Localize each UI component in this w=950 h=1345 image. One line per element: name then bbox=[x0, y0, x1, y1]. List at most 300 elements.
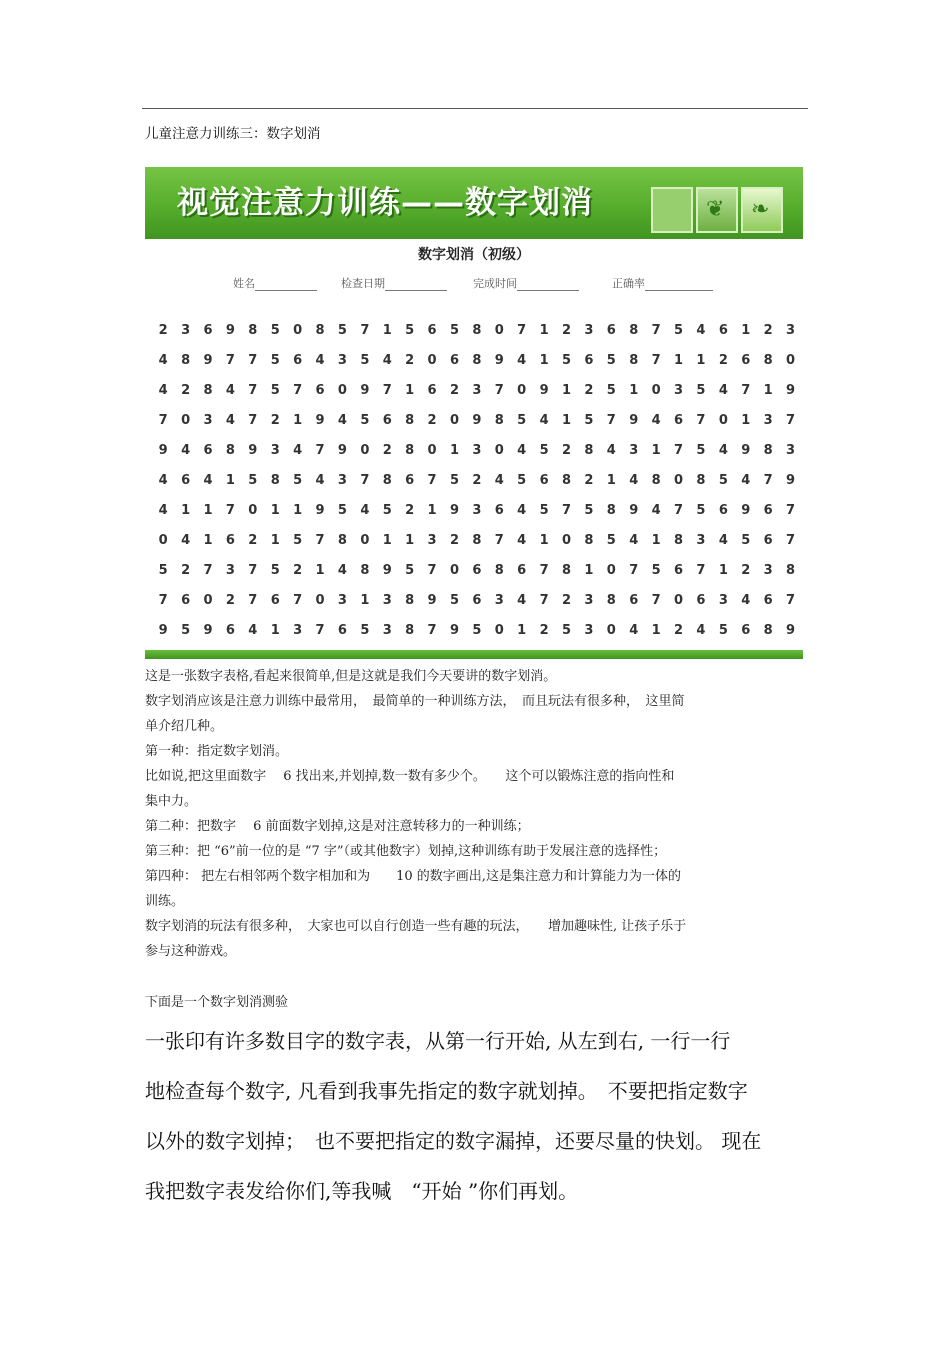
digit-cell: 6 bbox=[472, 562, 482, 578]
digit-cell: 7 bbox=[248, 412, 258, 428]
digit-cell: 8 bbox=[203, 382, 213, 398]
digit-cell: 4 bbox=[718, 382, 728, 398]
digit-cell: 9 bbox=[427, 592, 437, 608]
paragraph-line: 第三种：把 “6”前一位的是 “7 字”（或其他数字）划掉,这种训练有助于发展注意的选择性； bbox=[145, 844, 667, 859]
test-heading-text: 下面是一个数字划消测验 bbox=[145, 995, 289, 1010]
digit-cell: 7 bbox=[561, 502, 572, 518]
digit-cell: 6 bbox=[382, 412, 392, 428]
digit-cell: 1 bbox=[741, 322, 751, 338]
digit-cell: 8 bbox=[315, 322, 325, 338]
digit-cell: 8 bbox=[360, 562, 370, 578]
digit-cell: 3 bbox=[674, 382, 684, 398]
digit-cell: 1 bbox=[674, 352, 684, 368]
digit-cell: 2 bbox=[248, 532, 258, 548]
digit-cell: 7 bbox=[158, 412, 168, 428]
instruction-line: 我把数字表发给你们,等我喊 “开始 ”你们再划。 bbox=[145, 1179, 579, 1203]
digit-cell: 0 bbox=[718, 412, 728, 428]
digit-cell: 7 bbox=[674, 502, 684, 518]
digit-cell: 6 bbox=[181, 472, 191, 488]
digit-cell: 6 bbox=[203, 322, 213, 338]
instruction-line: 一张印有许多数目字的数字表，从第一行开始, 从左到右, 一行一行 bbox=[145, 1029, 731, 1053]
digit-cell: 7 bbox=[786, 532, 796, 548]
digit-cell: 3 bbox=[382, 592, 392, 608]
digit-cell: 0 bbox=[158, 532, 168, 548]
digit-cell: 2 bbox=[405, 352, 415, 368]
digit-cell: 9 bbox=[248, 442, 258, 458]
digit-cell: 4 bbox=[158, 382, 168, 398]
digit-cell: 4 bbox=[181, 442, 191, 458]
worksheet-bottom-bar bbox=[145, 650, 803, 659]
digit-cell: 5 bbox=[696, 382, 706, 398]
digit-cell: 1 bbox=[539, 352, 549, 368]
digit-cell: 5 bbox=[270, 322, 280, 338]
digit-cell: 5 bbox=[181, 622, 191, 638]
paragraph-line: 数字划消的玩法有很多种， 大家也可以自行创造一些有趣的玩法， 增加趣味性, 让孩子乐于 bbox=[145, 919, 687, 934]
digit-cell: 6 bbox=[539, 472, 549, 488]
digit-cell: 2 bbox=[539, 622, 549, 638]
digit-cell: 0 bbox=[494, 442, 504, 458]
name-field bbox=[233, 275, 317, 291]
digit-cell: 1 bbox=[405, 382, 415, 398]
digit-cell: 3 bbox=[472, 502, 482, 518]
digit-cell: 2 bbox=[427, 412, 437, 428]
digit-cell: 5 bbox=[561, 622, 572, 638]
digit-cell: 7 bbox=[629, 562, 639, 578]
digit-cell: 7 bbox=[427, 562, 437, 578]
digit-cell: 3 bbox=[494, 592, 504, 608]
digit-cell: 0 bbox=[203, 592, 213, 608]
paragraph-line: 单介绍几种。 bbox=[145, 719, 224, 734]
digit-cell: 1 bbox=[293, 412, 303, 428]
digit-cell: 9 bbox=[629, 412, 639, 428]
digit-cell: 2 bbox=[584, 472, 594, 488]
digit-cell: 3 bbox=[337, 472, 347, 488]
digit-cell: 9 bbox=[741, 502, 751, 518]
digit-cell: 1 bbox=[629, 382, 639, 398]
digit-cell: 5 bbox=[382, 502, 392, 518]
digit-cell: 8 bbox=[472, 532, 482, 548]
digit-cell: 0 bbox=[315, 592, 325, 608]
digit-cell: 9 bbox=[337, 442, 347, 458]
digit-cell: 6 bbox=[427, 382, 437, 398]
digit-cell: 6 bbox=[718, 502, 728, 518]
digit-cell: 3 bbox=[382, 622, 392, 638]
digit-cell: 1 bbox=[270, 502, 280, 518]
digit-cell: 9 bbox=[315, 502, 325, 518]
digit-cell: 4 bbox=[629, 622, 639, 638]
digit-cell: 1 bbox=[293, 502, 303, 518]
digit-cell: 8 bbox=[405, 592, 415, 608]
digit-cell: 0 bbox=[606, 562, 616, 578]
digit-cell: 2 bbox=[158, 322, 168, 338]
digit-cell: 8 bbox=[606, 592, 616, 608]
digit-cell: 5 bbox=[718, 622, 728, 638]
digit-cell: 3 bbox=[225, 562, 235, 578]
digit-cell: 7 bbox=[225, 502, 235, 518]
digit-cell: 6 bbox=[203, 442, 213, 458]
digit-cell: 2 bbox=[674, 622, 684, 638]
paragraph-line: 第二种：把数字 6 前面数字划掉,这是对注意转移力的一种训练； bbox=[145, 819, 530, 834]
digit-cell: 4 bbox=[315, 352, 325, 368]
digit-cell: 8 bbox=[674, 532, 684, 548]
digit-cell: 1 bbox=[539, 322, 549, 338]
digit-cell: 7 bbox=[427, 472, 437, 488]
digit-cell: 7 bbox=[203, 562, 213, 578]
digit-cell: 8 bbox=[763, 622, 773, 638]
digit-cell: 4 bbox=[517, 352, 527, 368]
digit-cell: 5 bbox=[674, 322, 684, 338]
digit-cell: 0 bbox=[427, 442, 437, 458]
digit-cell: 3 bbox=[337, 352, 347, 368]
digit-cell: 4 bbox=[337, 412, 347, 428]
digit-cell: 4 bbox=[315, 472, 325, 488]
digit-cell: 0 bbox=[449, 562, 459, 578]
digit-cell: 4 bbox=[517, 502, 527, 518]
digit-cell: 8 bbox=[225, 442, 235, 458]
digit-cell: 8 bbox=[472, 352, 482, 368]
digit-cell: 7 bbox=[741, 382, 751, 398]
digit-cell: 7 bbox=[225, 352, 235, 368]
digit-row bbox=[152, 585, 802, 615]
paragraph-line: 这是一张数字表格,看起来很简单,但是这就是我们今天要讲的数字划消。 bbox=[145, 669, 557, 684]
digit-cell: 1 bbox=[315, 562, 325, 578]
digit-cell: 2 bbox=[405, 502, 415, 518]
digit-cell: 5 bbox=[561, 352, 572, 368]
digit-cell: 8 bbox=[584, 532, 594, 548]
digit-cell: 9 bbox=[741, 442, 751, 458]
digit-cell: 7 bbox=[248, 352, 258, 368]
digit-cell: 4 bbox=[494, 472, 504, 488]
digit-cell: 5 bbox=[360, 622, 370, 638]
digit-cell: 6 bbox=[584, 352, 594, 368]
digit-cell: 1 bbox=[382, 532, 392, 548]
digit-cell: 5 bbox=[449, 322, 459, 338]
leaf-thumbnail bbox=[741, 187, 783, 233]
digit-row bbox=[152, 435, 802, 465]
digit-cell: 8 bbox=[651, 472, 661, 488]
digit-cell: 0 bbox=[494, 322, 504, 338]
digit-row bbox=[152, 375, 802, 405]
digit-cell: 4 bbox=[606, 442, 616, 458]
digit-cell: 9 bbox=[158, 622, 168, 638]
digit-cell: 4 bbox=[225, 382, 235, 398]
digit-cell: 2 bbox=[741, 562, 751, 578]
digit-cell: 4 bbox=[651, 502, 661, 518]
digit-cell: 2 bbox=[584, 382, 594, 398]
digit-cell: 4 bbox=[539, 412, 549, 428]
digit-cell: 6 bbox=[741, 622, 751, 638]
field-label: 完成时间 bbox=[473, 277, 517, 290]
digit-cell: 8 bbox=[606, 502, 616, 518]
digit-cell: 9 bbox=[382, 562, 392, 578]
digit-cell: 3 bbox=[293, 622, 303, 638]
digit-cell: 5 bbox=[337, 322, 347, 338]
digit-cell: 9 bbox=[786, 382, 796, 398]
digit-grid bbox=[152, 315, 802, 645]
digit-cell: 4 bbox=[337, 562, 347, 578]
doc-title: 儿童注意力训练三：数字划消 bbox=[145, 126, 321, 142]
sprout-icon: ❦ bbox=[706, 197, 725, 222]
digit-cell: 5 bbox=[158, 562, 168, 578]
digit-cell: 7 bbox=[248, 562, 258, 578]
digit-cell: 9 bbox=[786, 622, 796, 638]
digit-cell: 1 bbox=[651, 622, 661, 638]
digit-row bbox=[152, 495, 802, 525]
digit-cell: 4 bbox=[517, 442, 527, 458]
digit-cell: 2 bbox=[293, 562, 303, 578]
digit-cell: 2 bbox=[181, 562, 191, 578]
digit-cell: 7 bbox=[786, 502, 796, 518]
digit-cell: 6 bbox=[606, 322, 616, 338]
digit-cell: 0 bbox=[360, 442, 370, 458]
digit-cell: 8 bbox=[494, 412, 504, 428]
digit-cell: 8 bbox=[405, 622, 415, 638]
digit-cell: 1 bbox=[382, 322, 392, 338]
digit-cell: 6 bbox=[181, 592, 191, 608]
digit-cell: 1 bbox=[360, 592, 370, 608]
digit-cell: 8 bbox=[629, 352, 639, 368]
digit-cell: 8 bbox=[561, 562, 572, 578]
digit-cell: 7 bbox=[315, 442, 325, 458]
instruction-line: 以外的数字划掉； 也不要把指定的数字漏掉，还要尽量的快划。 现在 bbox=[145, 1129, 762, 1153]
digit-cell: 6 bbox=[763, 532, 773, 548]
digit-cell: 8 bbox=[584, 442, 594, 458]
digit-cell: 5 bbox=[337, 502, 347, 518]
digit-cell: 6 bbox=[337, 622, 347, 638]
test-instructions bbox=[145, 1016, 805, 1216]
digit-cell: 4 bbox=[181, 532, 191, 548]
digit-cell: 0 bbox=[427, 352, 437, 368]
digit-cell: 9 bbox=[225, 322, 235, 338]
digit-cell: 0 bbox=[360, 532, 370, 548]
digit-cell: 5 bbox=[270, 352, 280, 368]
date-field bbox=[341, 275, 447, 291]
digit-cell: 9 bbox=[786, 472, 796, 488]
digit-cell: 7 bbox=[674, 442, 684, 458]
digit-cell: 2 bbox=[561, 442, 572, 458]
digit-cell: 8 bbox=[494, 562, 504, 578]
digit-cell: 5 bbox=[517, 472, 527, 488]
digit-cell: 5 bbox=[248, 472, 258, 488]
digit-cell: 7 bbox=[651, 322, 661, 338]
digit-cell: 9 bbox=[629, 502, 639, 518]
digit-cell: 1 bbox=[763, 382, 773, 398]
digit-cell: 5 bbox=[449, 592, 459, 608]
digit-cell: 6 bbox=[674, 412, 684, 428]
digit-cell: 6 bbox=[763, 502, 773, 518]
digit-cell: 6 bbox=[763, 592, 773, 608]
digit-cell: 8 bbox=[763, 442, 773, 458]
digit-cell: 7 bbox=[293, 592, 303, 608]
digit-cell: 4 bbox=[651, 412, 661, 428]
digit-cell: 9 bbox=[315, 412, 325, 428]
digit-cell: 0 bbox=[786, 352, 796, 368]
digit-cell: 0 bbox=[494, 622, 504, 638]
digit-cell: 7 bbox=[248, 382, 258, 398]
digit-cell: 6 bbox=[472, 592, 482, 608]
digit-cell: 2 bbox=[270, 412, 280, 428]
digit-cell: 7 bbox=[606, 412, 616, 428]
digit-cell: 2 bbox=[561, 592, 572, 608]
digit-cell: 9 bbox=[158, 442, 168, 458]
field-label: 姓名 bbox=[233, 277, 255, 290]
digit-cell: 4 bbox=[225, 412, 235, 428]
digit-cell: 6 bbox=[315, 382, 325, 398]
digit-cell: 4 bbox=[158, 502, 168, 518]
top-rule bbox=[142, 108, 808, 109]
digit-cell: 5 bbox=[606, 382, 616, 398]
digit-cell: 5 bbox=[472, 622, 482, 638]
paragraph-line: 数字划消应该是注意力训练中最常用， 最简单的一种训练方法， 而且玩法有很多种， 这里简 bbox=[145, 694, 685, 709]
digit-cell: 8 bbox=[696, 472, 706, 488]
digit-cell: 1 bbox=[561, 412, 572, 428]
digit-cell: 9 bbox=[203, 622, 213, 638]
digit-cell: 5 bbox=[606, 532, 616, 548]
digit-cell: 2 bbox=[181, 382, 191, 398]
digit-cell: 3 bbox=[763, 562, 773, 578]
digit-cell: 8 bbox=[561, 472, 572, 488]
digit-cell: 8 bbox=[382, 472, 392, 488]
digit-cell: 1 bbox=[203, 532, 213, 548]
digit-cell: 5 bbox=[360, 412, 370, 428]
accuracy-field bbox=[612, 275, 713, 291]
digit-cell: 4 bbox=[696, 622, 706, 638]
digit-cell: 9 bbox=[539, 382, 549, 398]
digit-cell: 8 bbox=[786, 562, 796, 578]
digit-cell: 3 bbox=[584, 592, 594, 608]
digit-cell: 0 bbox=[449, 412, 459, 428]
digit-cell: 4 bbox=[517, 592, 527, 608]
digit-cell: 5 bbox=[539, 442, 549, 458]
digit-cell: 1 bbox=[584, 562, 594, 578]
leaf-thumbnail bbox=[651, 187, 693, 233]
digit-cell: 0 bbox=[337, 382, 347, 398]
digit-cell: 8 bbox=[472, 322, 482, 338]
digit-cell: 9 bbox=[360, 382, 370, 398]
digit-cell: 6 bbox=[629, 592, 639, 608]
digit-cell: 1 bbox=[270, 532, 280, 548]
digit-cell: 3 bbox=[472, 382, 482, 398]
digit-cell: 0 bbox=[674, 472, 684, 488]
paragraph-line: 集中力。 bbox=[145, 794, 198, 809]
digit-cell: 1 bbox=[696, 352, 706, 368]
digit-cell: 4 bbox=[203, 472, 213, 488]
digit-cell: 1 bbox=[181, 502, 191, 518]
digit-cell: 4 bbox=[293, 442, 303, 458]
digit-cell: 4 bbox=[629, 472, 639, 488]
test-heading bbox=[145, 990, 785, 1015]
digit-cell: 7 bbox=[427, 622, 437, 638]
digit-cell: 4 bbox=[696, 322, 706, 338]
instruction-line: 地检查每个数字, 凡看到我事先指定的数字就划掉。 不要把指定数字 bbox=[145, 1079, 748, 1103]
digit-cell: 3 bbox=[181, 322, 191, 338]
digit-cell: 0 bbox=[181, 412, 191, 428]
digit-cell: 7 bbox=[360, 472, 370, 488]
digit-cell: 8 bbox=[337, 532, 347, 548]
paragraph-line: 第一种：指定数字划消。 bbox=[145, 744, 289, 759]
digit-cell: 5 bbox=[293, 472, 303, 488]
worksheet-image bbox=[145, 167, 803, 659]
digit-cell: 3 bbox=[270, 442, 280, 458]
digit-cell: 9 bbox=[472, 412, 482, 428]
digit-row bbox=[152, 525, 802, 555]
digit-cell: 7 bbox=[158, 592, 168, 608]
digit-cell: 8 bbox=[248, 322, 258, 338]
digit-cell: 2 bbox=[561, 322, 572, 338]
digit-cell: 6 bbox=[427, 322, 437, 338]
digit-cell: 7 bbox=[494, 532, 504, 548]
digit-row bbox=[152, 405, 802, 435]
digit-cell: 7 bbox=[786, 592, 796, 608]
digit-row bbox=[152, 555, 802, 585]
digit-cell: 1 bbox=[517, 622, 527, 638]
digit-cell: 9 bbox=[494, 352, 504, 368]
digit-cell: 7 bbox=[315, 532, 325, 548]
digit-cell: 0 bbox=[606, 622, 616, 638]
paragraph-line: 比如说,把这里面数字 6 找出来,并划掉,数一数有多少个。 这个可以锻炼注意的指向性和 bbox=[145, 769, 675, 784]
worksheet-banner bbox=[145, 167, 803, 239]
digit-cell: 7 bbox=[651, 352, 661, 368]
digit-cell: 6 bbox=[741, 352, 751, 368]
digit-cell: 5 bbox=[606, 352, 616, 368]
digit-cell: 5 bbox=[651, 562, 661, 578]
digit-cell: 0 bbox=[561, 532, 572, 548]
digit-cell: 1 bbox=[651, 442, 661, 458]
time-field bbox=[473, 275, 579, 291]
digit-cell: 5 bbox=[270, 382, 280, 398]
digit-row bbox=[152, 615, 802, 645]
worksheet-subtitle: 数字划消（初级） bbox=[418, 247, 530, 263]
digit-cell: 9 bbox=[449, 622, 459, 638]
digit-cell: 5 bbox=[718, 472, 728, 488]
digit-cell: 4 bbox=[629, 532, 639, 548]
field-label: 正确率 bbox=[612, 277, 645, 290]
digit-cell: 3 bbox=[203, 412, 213, 428]
digit-cell: 4 bbox=[718, 442, 728, 458]
digit-cell: 2 bbox=[449, 532, 459, 548]
digit-cell: 7 bbox=[539, 592, 549, 608]
digit-cell: 6 bbox=[449, 352, 459, 368]
digit-cell: 2 bbox=[225, 592, 235, 608]
digit-cell: 6 bbox=[517, 562, 527, 578]
paragraph-line: 参与这种游戏。 bbox=[145, 944, 237, 959]
digit-cell: 0 bbox=[651, 382, 661, 398]
digit-cell: 6 bbox=[718, 322, 728, 338]
digit-cell: 5 bbox=[741, 532, 751, 548]
digit-cell: 8 bbox=[629, 322, 639, 338]
digit-cell: 3 bbox=[696, 532, 706, 548]
digit-cell: 8 bbox=[405, 442, 415, 458]
digit-cell: 5 bbox=[360, 352, 370, 368]
digit-cell: 4 bbox=[741, 472, 751, 488]
digit-cell: 3 bbox=[584, 622, 594, 638]
intro-paragraphs bbox=[145, 664, 785, 964]
digit-cell: 1 bbox=[606, 472, 616, 488]
digit-cell: 7 bbox=[517, 322, 527, 338]
digit-cell: 1 bbox=[225, 472, 235, 488]
digit-cell: 1 bbox=[561, 382, 572, 398]
digit-cell: 1 bbox=[741, 412, 751, 428]
digit-cell: 3 bbox=[629, 442, 639, 458]
digit-cell: 7 bbox=[696, 412, 706, 428]
digit-cell: 5 bbox=[584, 502, 594, 518]
digit-cell: 2 bbox=[763, 322, 773, 338]
digit-cell: 0 bbox=[293, 322, 303, 338]
digit-cell: 6 bbox=[225, 532, 235, 548]
digit-cell: 1 bbox=[203, 502, 213, 518]
digit-cell: 3 bbox=[718, 592, 728, 608]
digit-cell: 7 bbox=[494, 382, 504, 398]
